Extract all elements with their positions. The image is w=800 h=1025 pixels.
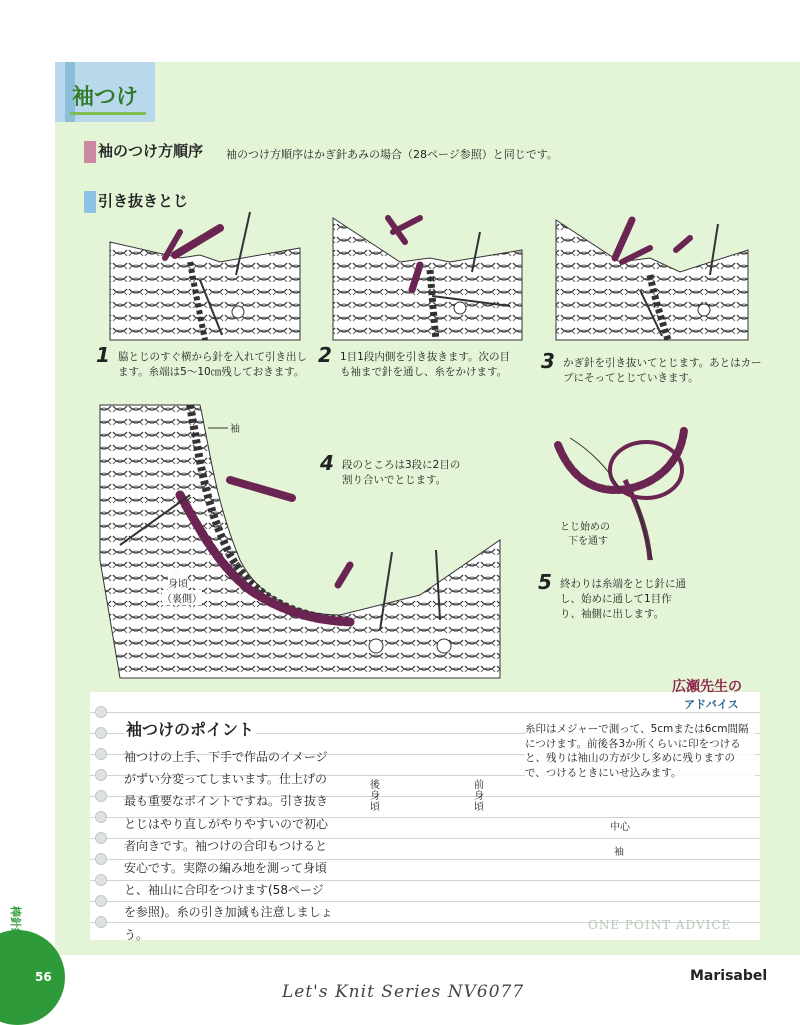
- step4-illustration: [100, 405, 500, 678]
- step-number: 2: [318, 343, 332, 367]
- advice-badge-sub: アドバイス: [684, 698, 739, 711]
- step-2: [318, 343, 520, 380]
- series-title: Let's Knit Series NV6077: [282, 982, 525, 1002]
- label-sleeve: 袖: [230, 424, 240, 435]
- label-body-reverse: （裏側）: [162, 590, 202, 605]
- page-number: 56: [35, 970, 52, 984]
- step-3: [541, 349, 763, 386]
- label-pass-under: 下を通す: [568, 536, 608, 547]
- step-text: 1目1段内側を引き抜きます。次の目も袖まで針を通し、糸をかけます。: [340, 351, 511, 378]
- brand: Marisabel: [690, 968, 768, 984]
- section-order-note: 袖のつけ方順序はかぎ針あみの場合（28ページ参照）と同じです。: [226, 148, 558, 161]
- step-number: 3: [541, 349, 555, 373]
- step-text: 終わりは糸端をとじ針に通し、始めに通して1目作り、袖側に出します。: [560, 578, 686, 620]
- advice-title: 袖つけのポイント: [124, 717, 256, 740]
- step-number: 4: [320, 451, 334, 475]
- step-text: 段のところは3段に2目の割り合いでとじます。: [342, 459, 461, 486]
- step2-illustration: [333, 218, 522, 340]
- step-number: 1: [96, 343, 110, 367]
- step-4: [320, 451, 467, 488]
- step3-illustration: [556, 220, 748, 340]
- section-heading-order-text: 袖のつけ方順序: [98, 142, 204, 160]
- step-5: [538, 570, 690, 622]
- label-sleeve-cap: 袖: [614, 847, 624, 858]
- step-text: 脇とじのすぐ横から針を入れて引き出します。糸端は5〜10㎝残しておきます。: [118, 351, 307, 378]
- label-body: 身頃: [168, 575, 188, 590]
- advice-body: 袖つけの上手、下手で作品のイメージがずい分変ってしまいます。仕上げの最も重要なポイントですね。引き抜きとじはやり直しがやりやすいので初心者向きです。袖つけの合印もつけると安心です。実際の編み地を測って身頃と、袖山に合印をつけます(58ページを参照)。糸の引き加減も注意しましょう。: [124, 750, 333, 942]
- step-text: かぎ針を引き抜いてとじます。あとはカーブにそってとじていきます。: [563, 357, 762, 384]
- notebook-holes: [95, 706, 107, 926]
- advice-badge: 広瀬先生の: [672, 679, 742, 695]
- label-back-body: 後身頃: [370, 780, 380, 813]
- step-1: [96, 343, 308, 380]
- advice-footer: ONE POINT ADVICE: [588, 918, 732, 932]
- label-front-body: 前身頃: [474, 780, 484, 813]
- section-heading-slip-stitch-text: 引き抜きとじ: [98, 192, 189, 210]
- step1-illustration: [110, 212, 300, 340]
- step-number: 5: [538, 570, 552, 594]
- advice-side-note: 糸印はメジャーで測って、5cmまたは6cm間隔につけます。前後各3か所くらいに印をつけると、残りは袖山の方が少し多めに残りますので、つけるときにいせ込みます。: [525, 722, 755, 780]
- page-title: 袖つけ: [72, 85, 139, 110]
- label-start: とじ始めの: [560, 522, 610, 533]
- side-tab: 棒針編み: [9, 906, 22, 950]
- label-center: 中心: [610, 822, 630, 833]
